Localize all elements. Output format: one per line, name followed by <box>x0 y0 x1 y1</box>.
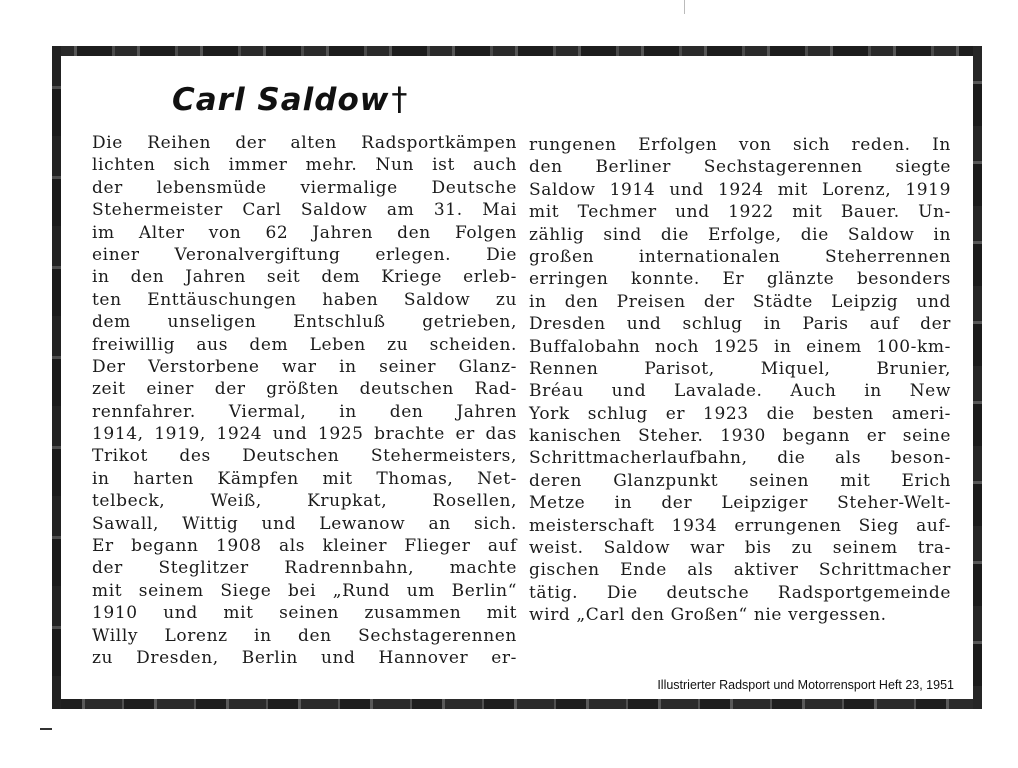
article-column-left <box>92 132 517 669</box>
text-line: zu Dresden, Berlin und Hannover er- <box>92 647 517 668</box>
text-line: 1914, 1919, 1924 und 1925 brachte er das <box>92 424 517 445</box>
text-line: mit Techmer und 1922 mit Bauer. Un- <box>529 202 951 223</box>
scan-mark <box>684 0 685 14</box>
text-line: den Berliner Sechstagerennen siegte <box>529 157 951 178</box>
frame-right-border <box>973 46 982 709</box>
text-line: Sawall, Wittig und Lewanow an sich. <box>92 513 517 534</box>
article-column-right <box>529 134 951 627</box>
text-line: deren Glanzpunkt seinen mit Erich <box>529 470 951 491</box>
text-line: Willy Lorenz in den Sechstagerennen <box>92 625 517 646</box>
newspaper-clipping <box>52 46 982 709</box>
text-line: Buffalobahn noch 1925 in einem 100-km- <box>529 336 951 357</box>
article-title <box>172 80 408 118</box>
text-line: Saldow 1914 und 1924 mit Lorenz, 1919 <box>529 179 951 200</box>
dagger-symbol: † <box>391 80 409 118</box>
frame-top-border <box>52 46 982 56</box>
text-line: im Alter von 62 Jahren den Folgen <box>92 222 517 243</box>
text-line: zählig sind die Erfolge, die Saldow in <box>529 224 951 245</box>
text-line: freiwillig aus dem Leben zu scheiden. <box>92 334 517 355</box>
text-line: wird „Carl den Großen“ nie vergessen. <box>529 605 887 626</box>
text-line: rungenen Erfolgen von sich reden. In <box>529 135 951 155</box>
text-line: Er begann 1908 als kleiner Flieger auf <box>92 536 517 557</box>
text-line: Bréau und Lavalade. Auch in New <box>529 381 951 402</box>
text-line: einer Veronalvergiftung erlegen. Die <box>92 244 517 265</box>
text-line: in den Preisen der Städte Leipzig und <box>529 291 951 312</box>
text-line: erringen konnte. Er glänzte besonders <box>529 269 951 290</box>
text-line: in den Jahren seit dem Kriege erleb- <box>92 267 517 288</box>
text-line: mit seinem Siege bei „Rund um Berlin“ <box>92 580 517 601</box>
text-line: Metze in der Leipziger Steher-Welt- <box>529 493 951 514</box>
text-line: Schrittmacherlaufbahn, die als beson- <box>529 448 951 469</box>
text-line: rennfahrer. Viermal, in den Jahren <box>92 401 517 422</box>
article-title-text: Carl Saldow <box>172 82 390 118</box>
text-line: großen internationalen Steherrennen <box>529 246 951 267</box>
text-line: der Steglitzer Radrennbahn, machte <box>92 558 517 579</box>
text-line: telbeck, Weiß, Krupkat, Rosellen, <box>92 491 517 512</box>
text-line: Trikot des Deutschen Stehermeisters, <box>92 446 517 467</box>
text-line: York schlug er 1923 die besten ameri- <box>529 403 951 424</box>
text-line: Stehermeister Carl Saldow am 31. Mai <box>92 200 517 221</box>
text-line: ten Enttäuschungen haben Saldow zu <box>92 289 517 310</box>
text-line: meisterschaft 1934 errungenen Sieg auf- <box>529 515 951 536</box>
text-line: Die Reihen der alten Radsportkämpen <box>92 133 517 153</box>
frame-left-border <box>52 46 61 709</box>
text-line: Dresden und schlug in Paris auf der <box>529 314 951 335</box>
text-line: tätig. Die deutsche Radsportgemeinde <box>529 582 951 603</box>
scan-mark-dash <box>40 728 52 730</box>
text-line: dem unseligen Entschluß getrieben, <box>92 312 517 333</box>
source-citation: Illustrierter Radsport und Motorrensport Heft 23, 1951 <box>657 678 954 692</box>
text-line: lichten sich immer mehr. Nun ist auch <box>92 155 517 176</box>
text-line: weist. Saldow war bis zu seinem tra- <box>529 538 951 559</box>
text-line: Rennen Parisot, Miquel, Brunier, <box>529 358 951 379</box>
text-line: der lebensmüde viermalige Deutsche <box>92 177 517 198</box>
frame-bottom-border <box>52 699 982 709</box>
text-line: kanischen Steher. 1930 begann er seine <box>529 426 951 447</box>
text-line: in harten Kämpfen mit Thomas, Net- <box>92 468 517 489</box>
text-line: zeit einer der größten deutschen Rad- <box>92 379 517 400</box>
text-line: Der Verstorbene war in seiner Glanz- <box>92 356 517 377</box>
text-line: 1910 und mit seinen zusammen mit <box>92 603 517 624</box>
text-line: gischen Ende als aktiver Schrittmacher <box>529 560 951 581</box>
